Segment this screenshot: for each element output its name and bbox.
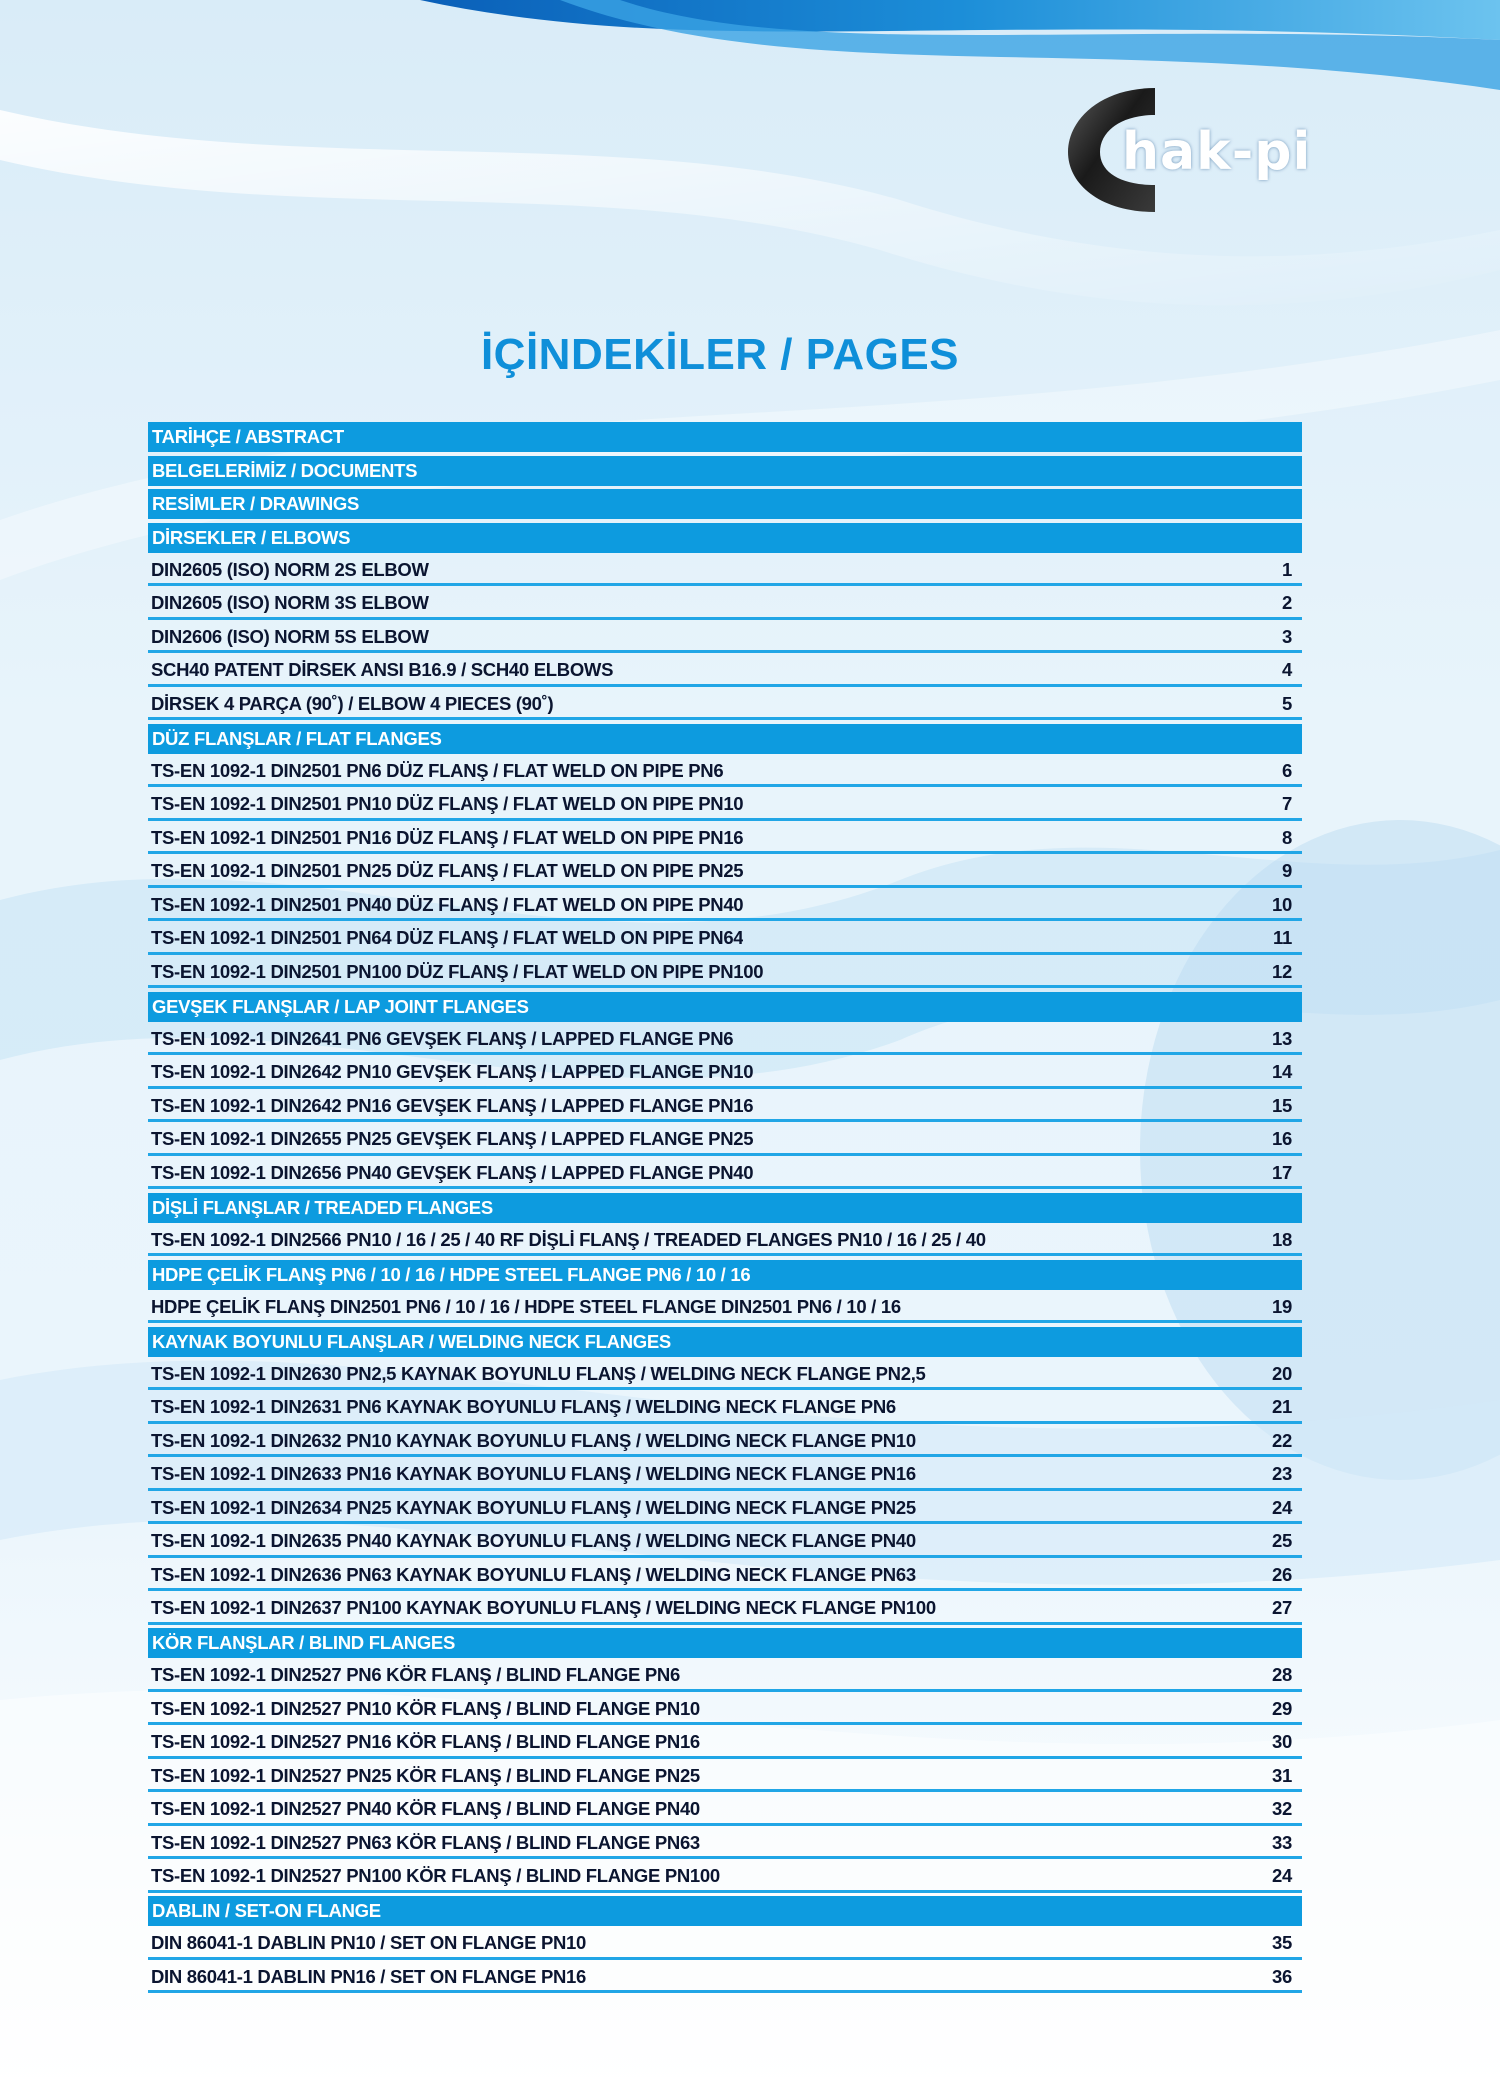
toc-page-number: 17 — [1272, 1161, 1292, 1183]
table-of-contents — [148, 422, 1302, 1997]
toc-item[interactable] — [148, 1293, 1302, 1323]
toc-label: TS-EN 1092-1 DIN2501 PN100 DÜZ FLANŞ / FLAT WELD ON PIPE PN100 — [151, 960, 764, 982]
toc-page-number: 29 — [1272, 1697, 1292, 1719]
toc-item[interactable] — [148, 1695, 1302, 1725]
toc-page-number: 23 — [1272, 1463, 1292, 1484]
toc-label: TS-EN 1092-1 DIN2527 PN100 KÖR FLANŞ / BLIND FLANGE PN100 — [151, 1865, 720, 1886]
toc-label: TS-EN 1092-1 DIN2501 PN16 DÜZ FLANŞ / FLAT WELD ON PIPE PN16 — [151, 826, 744, 848]
toc-page-number: 28 — [1272, 1664, 1292, 1685]
toc-item[interactable] — [148, 1963, 1302, 1993]
toc-label: DIN2606 (ISO) NORM 5S ELBOW — [151, 625, 429, 647]
toc-label: TS-EN 1092-1 DIN2642 PN16 GEVŞEK FLANŞ / LAPPED FLANGE PN16 — [151, 1094, 754, 1116]
toc-item[interactable] — [148, 1762, 1302, 1792]
toc-label: TS-EN 1092-1 DIN2655 PN25 GEVŞEK FLANŞ / LAPPED FLANGE PN25 — [151, 1128, 754, 1149]
toc-label: TS-EN 1092-1 DIN2637 PN100 KAYNAK BOYUNLU FLANŞ / WELDING NECK FLANGE PN100 — [151, 1597, 936, 1618]
toc-item[interactable] — [148, 1394, 1302, 1424]
toc-item[interactable] — [148, 791, 1302, 821]
toc-page-number: 27 — [1272, 1597, 1292, 1618]
toc-label: TARİHÇE / ABSTRACT — [152, 426, 344, 447]
toc-item[interactable] — [148, 1461, 1302, 1491]
toc-page-number: 6 — [1282, 759, 1292, 781]
toc-label: TS-EN 1092-1 DIN2501 PN10 DÜZ FLANŞ / FLAT WELD ON PIPE PN10 — [151, 793, 744, 814]
brand-logo-text: hak-pi — [1122, 122, 1312, 182]
toc-item[interactable] — [148, 1226, 1302, 1256]
toc-page-number: 22 — [1272, 1429, 1292, 1451]
toc-page-number: 8 — [1282, 826, 1292, 848]
toc-page-number: 2 — [1282, 592, 1292, 613]
toc-label: TS-EN 1092-1 DIN2501 PN40 DÜZ FLANŞ / FLAT WELD ON PIPE PN40 — [151, 893, 744, 915]
toc-page-number: 4 — [1282, 659, 1292, 680]
toc-label: DIN2605 (ISO) NORM 3S ELBOW — [151, 592, 429, 613]
toc-item[interactable] — [148, 1662, 1302, 1692]
toc-page-number: 19 — [1272, 1295, 1292, 1317]
toc-label: DİŞLİ FLANŞLAR / TREADED FLANGES — [152, 1196, 493, 1218]
toc-page-number: 18 — [1272, 1228, 1292, 1250]
toc-section-header[interactable] — [148, 1896, 1302, 1926]
toc-label: TS-EN 1092-1 DIN2632 PN10 KAYNAK BOYUNLU FLANŞ / WELDING NECK FLANGE PN10 — [151, 1429, 916, 1451]
toc-section-header[interactable] — [148, 422, 1302, 452]
toc-page-number: 32 — [1272, 1798, 1292, 1819]
toc-item[interactable] — [148, 1059, 1302, 1089]
toc-label: DABLIN / SET-ON FLANGE — [152, 1900, 381, 1921]
toc-page-number: 15 — [1272, 1094, 1292, 1116]
toc-label: HDPE ÇELİK FLANŞ PN6 / 10 / 16 / HDPE STEEL FLANGE PN6 / 10 / 16 — [152, 1263, 751, 1285]
toc-page-number: 36 — [1272, 1965, 1292, 1987]
toc-page-number: 24 — [1272, 1865, 1292, 1886]
toc-label: TS-EN 1092-1 DIN2633 PN16 KAYNAK BOYUNLU FLANŞ / WELDING NECK FLANGE PN16 — [151, 1463, 916, 1484]
toc-label: TS-EN 1092-1 DIN2635 PN40 KAYNAK BOYUNLU FLANŞ / WELDING NECK FLANGE PN40 — [151, 1530, 916, 1551]
toc-label: TS-EN 1092-1 DIN2527 PN40 KÖR FLANŞ / BLIND FLANGE PN40 — [151, 1798, 700, 1819]
toc-label: GEVŞEK FLANŞLAR / LAP JOINT FLANGES — [152, 995, 529, 1017]
toc-section-header[interactable] — [148, 1628, 1302, 1658]
toc-item[interactable] — [148, 1796, 1302, 1826]
toc-label: DİRSEKLER / ELBOWS — [152, 526, 351, 548]
toc-page-number: 26 — [1272, 1563, 1292, 1585]
toc-item[interactable] — [148, 824, 1302, 854]
page-title: İÇİNDEKİLER / PAGES — [480, 330, 960, 379]
toc-label: HDPE ÇELİK FLANŞ DIN2501 PN6 / 10 / 16 / HDPE STEEL FLANGE DIN2501 PN6 / 10 / 16 — [151, 1295, 901, 1317]
toc-page-number: 20 — [1272, 1362, 1292, 1384]
toc-item[interactable] — [148, 858, 1302, 888]
toc-item[interactable] — [148, 556, 1302, 586]
toc-label: TS-EN 1092-1 DIN2656 PN40 GEVŞEK FLANŞ / LAPPED FLANGE PN40 — [151, 1161, 754, 1183]
toc-label: TS-EN 1092-1 DIN2527 PN16 KÖR FLANŞ / BLIND FLANGE PN16 — [151, 1731, 700, 1752]
toc-label: KAYNAK BOYUNLU FLANŞLAR / WELDING NECK FLANGES — [152, 1330, 671, 1352]
toc-label: TS-EN 1092-1 DIN2501 PN25 DÜZ FLANŞ / FLAT WELD ON PIPE PN25 — [151, 860, 744, 881]
toc-label: TS-EN 1092-1 DIN2641 PN6 GEVŞEK FLANŞ / LAPPED FLANGE PN6 — [151, 1027, 734, 1049]
toc-item[interactable] — [148, 1126, 1302, 1156]
toc-item[interactable] — [148, 1595, 1302, 1625]
toc-page-number: 14 — [1272, 1061, 1292, 1082]
toc-page-number: 21 — [1272, 1396, 1292, 1417]
toc-label: SCH40 PATENT DİRSEK ANSI B16.9 / SCH40 ELBOWS — [151, 659, 614, 680]
toc-label: TS-EN 1092-1 DIN2631 PN6 KAYNAK BOYUNLU FLANŞ / WELDING NECK FLANGE PN6 — [151, 1396, 896, 1417]
toc-item[interactable] — [148, 757, 1302, 787]
toc-label: TS-EN 1092-1 DIN2642 PN10 GEVŞEK FLANŞ / LAPPED FLANGE PN10 — [151, 1061, 754, 1082]
toc-item[interactable] — [148, 958, 1302, 988]
toc-label: TS-EN 1092-1 DIN2566 PN10 / 16 / 25 / 40 RF DİŞLİ FLANŞ / TREADED FLANGES PN10 / 16 / 25 / 40 — [151, 1228, 986, 1250]
toc-label: TS-EN 1092-1 DIN2527 PN25 KÖR FLANŞ / BLIND FLANGE PN25 — [151, 1764, 700, 1786]
toc-item[interactable] — [148, 1427, 1302, 1457]
toc-page-number: 11 — [1273, 927, 1292, 948]
toc-page-number: 7 — [1282, 793, 1292, 814]
toc-label: TS-EN 1092-1 DIN2501 PN6 DÜZ FLANŞ / FLAT WELD ON PIPE PN6 — [151, 759, 724, 781]
toc-page-number: 30 — [1272, 1731, 1292, 1752]
toc-item[interactable] — [148, 1829, 1302, 1859]
toc-label: BELGELERİMİZ / DOCUMENTS — [152, 459, 418, 481]
toc-item[interactable] — [148, 657, 1302, 687]
toc-page-number: 33 — [1272, 1831, 1292, 1853]
toc-page-number: 13 — [1272, 1027, 1292, 1049]
toc-item[interactable] — [148, 1729, 1302, 1759]
toc-section-header[interactable] — [148, 489, 1302, 519]
toc-label: DIN 86041-1 DABLIN PN10 / SET ON FLANGE PN10 — [151, 1932, 587, 1953]
toc-page-number: 35 — [1272, 1932, 1292, 1953]
toc-page-number: 10 — [1272, 893, 1292, 915]
toc-label: TS-EN 1092-1 DIN2527 PN63 KÖR FLANŞ / BLIND FLANGE PN63 — [151, 1831, 700, 1853]
toc-page-number: 9 — [1282, 860, 1292, 881]
toc-label: TS-EN 1092-1 DIN2630 PN2,5 KAYNAK BOYUNLU FLANŞ / WELDING NECK FLANGE PN2,5 — [151, 1362, 926, 1384]
toc-page-number: 3 — [1282, 625, 1292, 647]
toc-label: TS-EN 1092-1 DIN2634 PN25 KAYNAK BOYUNLU FLANŞ / WELDING NECK FLANGE PN25 — [151, 1496, 916, 1518]
toc-item[interactable] — [148, 1863, 1302, 1893]
toc-label: DIN 86041-1 DABLIN PN16 / SET ON FLANGE PN16 — [151, 1965, 587, 1987]
toc-section-header[interactable] — [148, 1193, 1302, 1223]
toc-section-header[interactable] — [148, 992, 1302, 1022]
toc-item[interactable] — [148, 891, 1302, 921]
toc-item[interactable] — [148, 925, 1302, 955]
toc-item[interactable] — [148, 1092, 1302, 1122]
toc-label: RESİMLER / DRAWINGS — [152, 493, 360, 514]
toc-label: KÖR FLANŞLAR / BLIND FLANGES — [152, 1632, 456, 1653]
toc-label: TS-EN 1092-1 DIN2501 PN64 DÜZ FLANŞ / FLAT WELD ON PIPE PN64 — [151, 927, 744, 948]
toc-item[interactable] — [148, 1494, 1302, 1524]
toc-section-header[interactable] — [148, 456, 1302, 486]
toc-label: TS-EN 1092-1 DIN2527 PN10 KÖR FLANŞ / BLIND FLANGE PN10 — [151, 1697, 700, 1719]
toc-label: DÜZ FLANŞLAR / FLAT FLANGES — [152, 727, 442, 749]
toc-item[interactable] — [148, 1025, 1302, 1055]
toc-section-header[interactable] — [148, 1327, 1302, 1357]
toc-label: TS-EN 1092-1 DIN2636 PN63 KAYNAK BOYUNLU FLANŞ / WELDING NECK FLANGE PN63 — [151, 1563, 916, 1585]
toc-item[interactable] — [148, 1528, 1302, 1558]
toc-item[interactable] — [148, 590, 1302, 620]
toc-page-number: 24 — [1272, 1496, 1292, 1518]
toc-section-header[interactable] — [148, 1260, 1302, 1290]
toc-page-number: 5 — [1282, 692, 1292, 714]
toc-item[interactable] — [148, 1930, 1302, 1960]
toc-item[interactable] — [148, 623, 1302, 653]
toc-label: DİRSEK 4 PARÇA (90˚) / ELBOW 4 PIECES (90˚) — [151, 692, 554, 714]
toc-item[interactable] — [148, 1159, 1302, 1189]
toc-page-number: 25 — [1272, 1530, 1292, 1551]
toc-item[interactable] — [148, 1360, 1302, 1390]
toc-page-number: 31 — [1272, 1764, 1292, 1786]
toc-page-number: 1 — [1282, 558, 1292, 580]
toc-label: DIN2605 (ISO) NORM 2S ELBOW — [151, 558, 429, 580]
toc-page-number: 16 — [1272, 1128, 1292, 1149]
toc-item[interactable] — [148, 690, 1302, 720]
toc-page-number: 12 — [1272, 960, 1292, 982]
toc-section-header[interactable] — [148, 523, 1302, 553]
toc-section-header[interactable] — [148, 724, 1302, 754]
toc-item[interactable] — [148, 1561, 1302, 1591]
toc-label: TS-EN 1092-1 DIN2527 PN6 KÖR FLANŞ / BLIND FLANGE PN6 — [151, 1664, 680, 1685]
